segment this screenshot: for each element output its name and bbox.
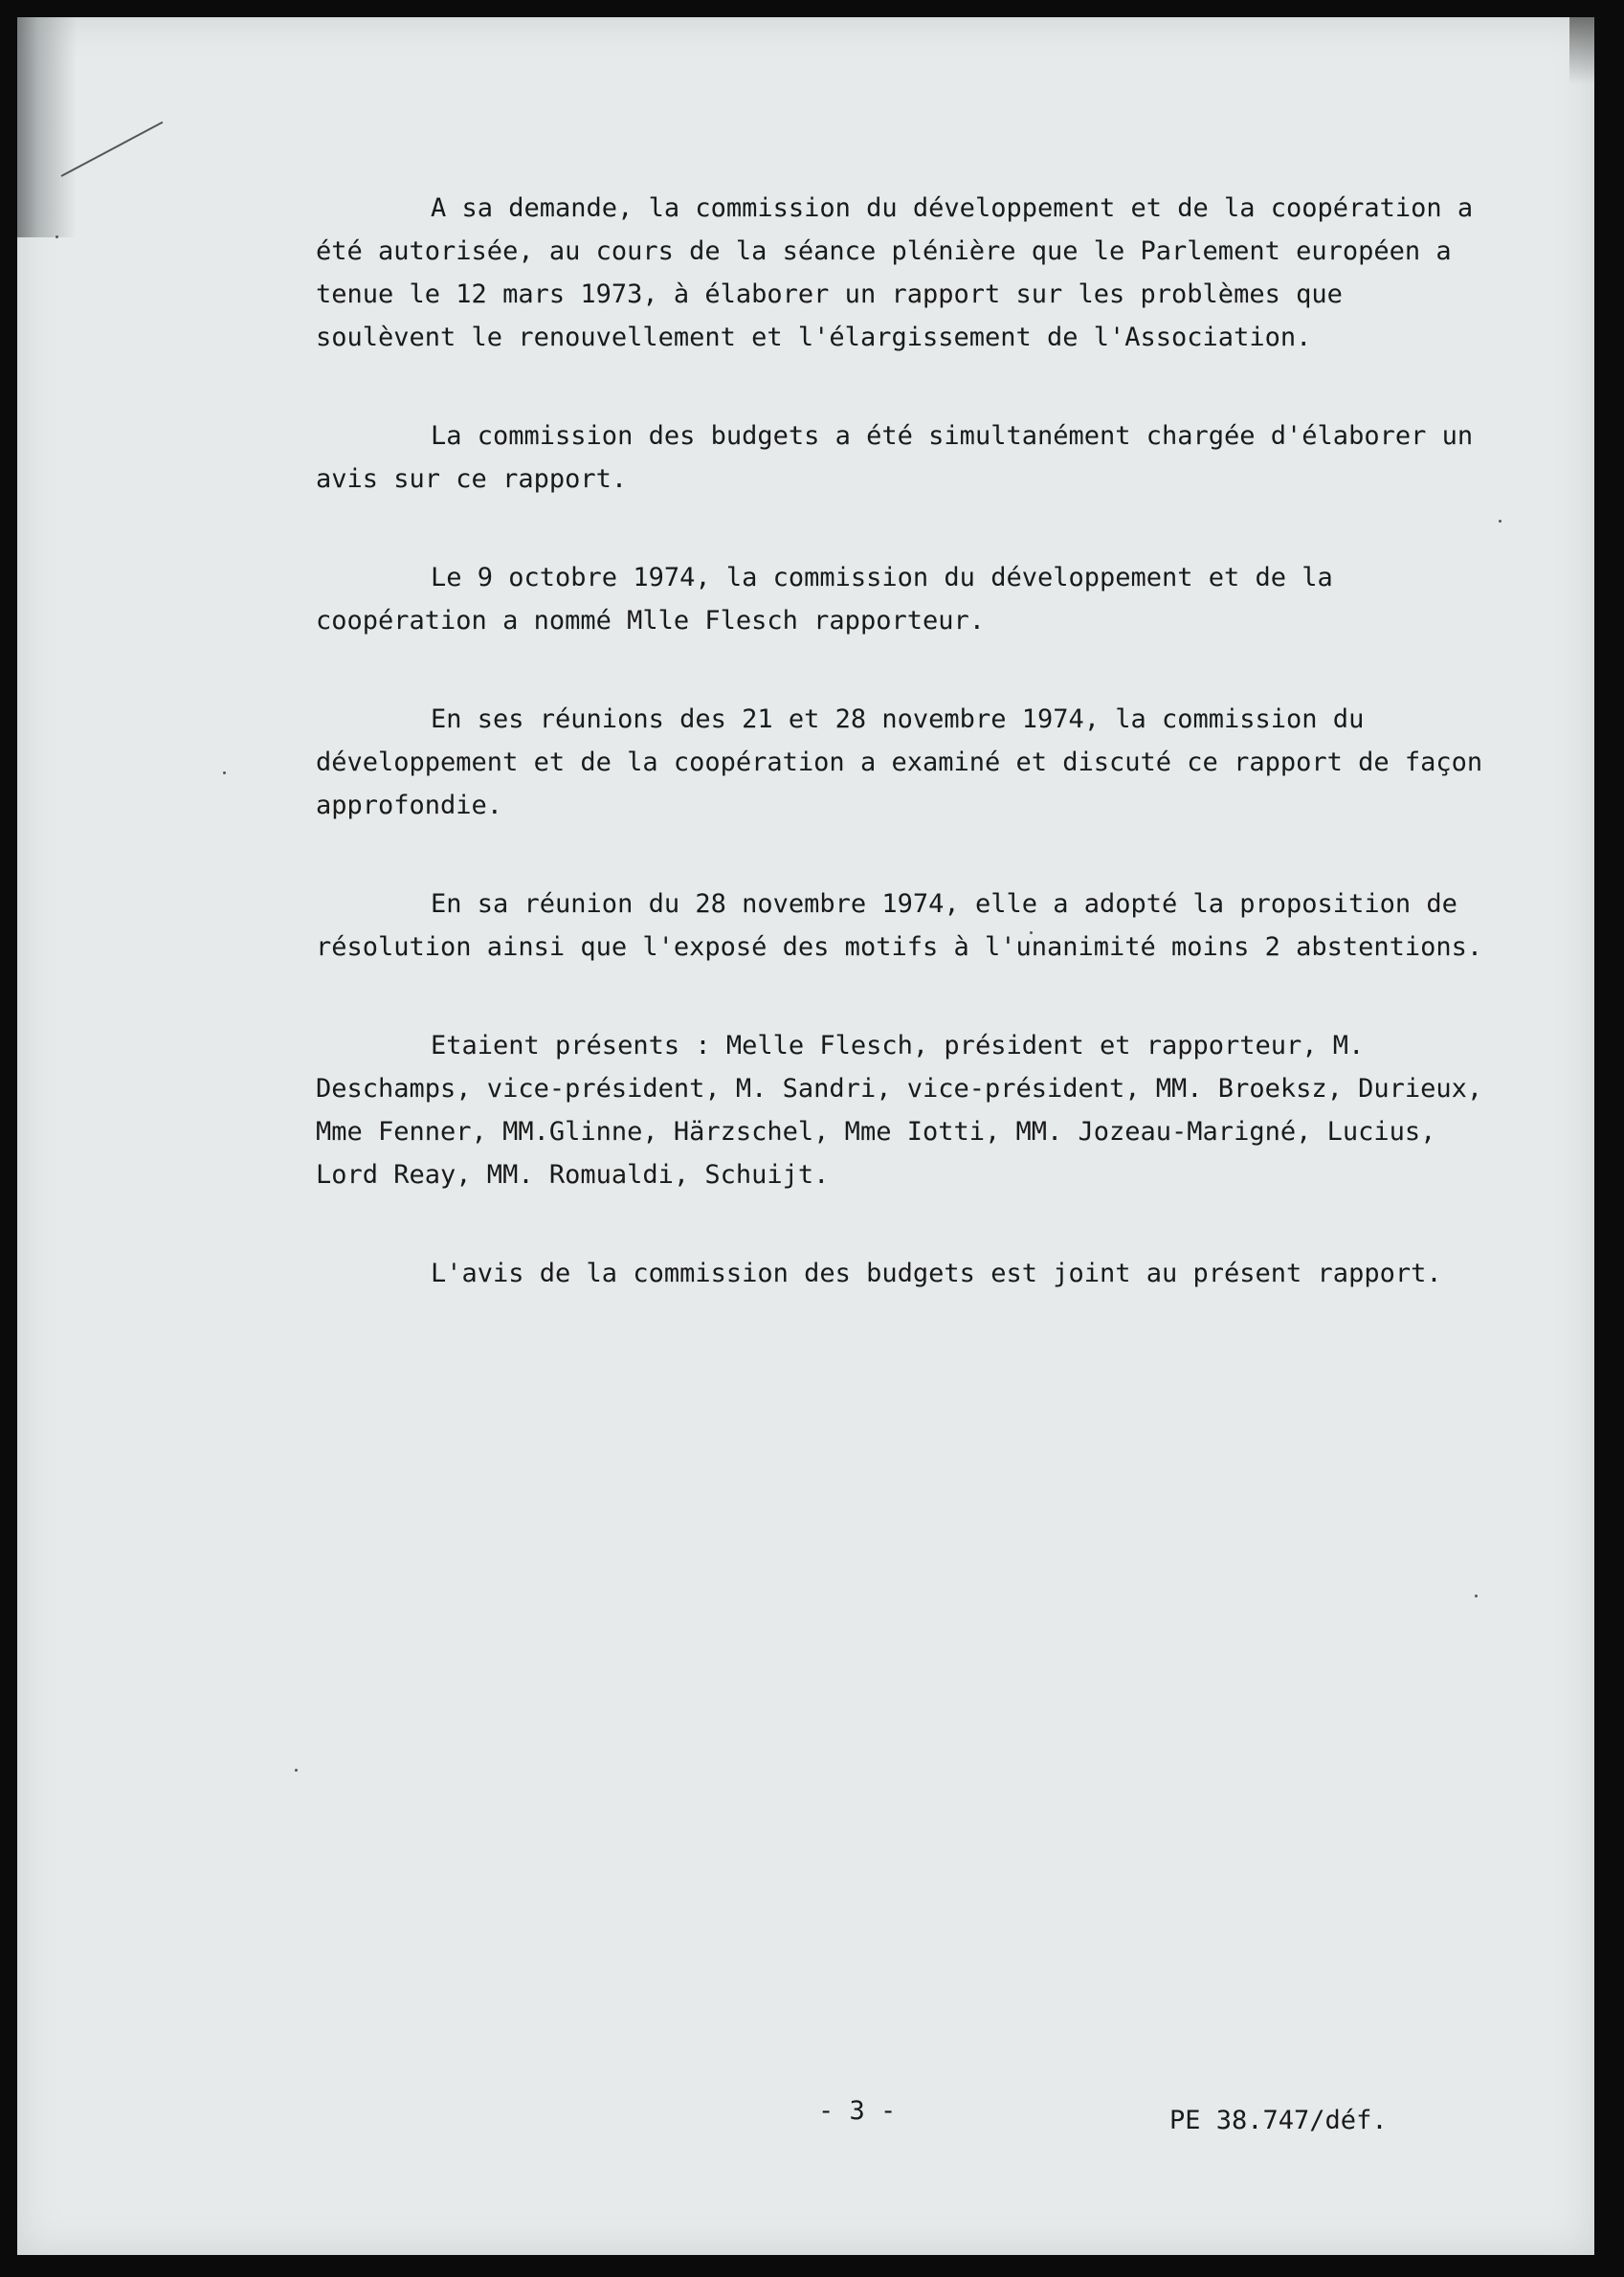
paragraph-attendees: Etaient présents : Melle Flesch, président et rapporteur, M. Deschamps, vice-président, M. Sandri, vice-président, MM. Broeksz, Durieux, Mme Fenner, MM.Glinne, Härzschel, Mme Iotti, MM. Jozeau-Marigné, Lucius, Lord Reay, MM. Romualdi, Schuijt.	[316, 1031, 1499, 1190]
scan-speck	[1499, 520, 1502, 523]
paragraph-rapporteur: Le 9 octobre 1974, la commission du développement et de la coopération a nommé Mlle Flesch rapporteur.	[316, 563, 1349, 636]
scan-speck	[1475, 1595, 1478, 1597]
paragraph-opinion-attached: L'avis de la commission des budgets est joint au présent rapport.	[431, 1259, 1442, 1288]
page-footer	[0, 2096, 1624, 2134]
paragraph-adoption: En sa réunion du 28 novembre 1974, elle a adopté la proposition de résolution ainsi que l'exposé des motifs à l'unanimité moins 2 abstentions.	[316, 889, 1483, 962]
page-corner-shadow	[1569, 17, 1594, 84]
scan-speck	[295, 1769, 298, 1772]
document-body	[316, 187, 1499, 1351]
paragraph-mandate: A sa demande, la commission du développement et de la coopération a été autorisée, au cours de la séance plénière que le Parlement européen a tenue le 12 mars 1973, à élaborer un rapport sur les problèmes que soulèvent le renouvellement et l'élargissement de l'Association.	[316, 193, 1489, 352]
page-number: - 3 -	[818, 2096, 897, 2126]
paragraph-meetings: En ses réunions des 21 et 28 novembre 1974, la commission du développement et de la coopération a examiné et discuté ce rapport de façon approfondie.	[316, 704, 1499, 820]
paragraph-budget-committee: La commission des budgets a été simultanément chargée d'élaborer un avis sur ce rapport.	[316, 421, 1489, 494]
page-edge-shadow	[17, 17, 77, 237]
scan-speck	[56, 235, 58, 238]
scan-speck	[223, 771, 226, 774]
document-reference: PE 38.747/déf.	[1169, 2106, 1388, 2135]
